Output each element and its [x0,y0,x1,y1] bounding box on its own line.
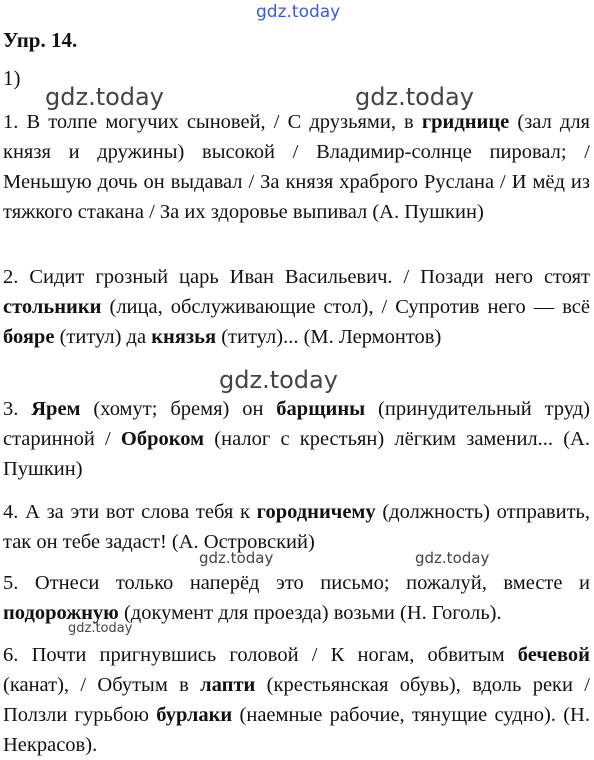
bold-term: городничему [256,501,376,523]
text-segment: 3. [3,398,32,420]
bold-term: Ярем [31,398,81,420]
text-segment: (должность) отправить, так он тебе задаст! (А. Островский) [3,501,590,553]
text-segment: (канат), / Обутым в [3,674,201,696]
watermark: gdz.today [355,83,474,111]
text-segment: (лица, обслуживающие стол), / Супротив него — всё [101,296,590,318]
paragraph-3 [3,394,590,484]
text-segment: (хомут; бремя) он [80,398,277,420]
bold-term: князья [151,326,217,348]
bold-term: стольники [3,296,102,318]
watermark: gdz.today [199,549,274,567]
watermark: gdz.today [45,83,164,111]
watermark-top: gdz.today [256,2,341,22]
text-segment: (крестьянская обувь), вдоль реки / Ползли гурьбою [3,674,591,726]
bold-term: Оброком [120,428,205,450]
text-segment: 4. А за эти вот слова тебя к [3,501,257,523]
watermark: gdz.today [415,549,490,567]
text-segment: 2. Сидит грозный царь Иван Васильевич. / Позади него стоят [3,266,590,288]
bold-term: подорожную [3,602,119,624]
text-segment: (зал для князя и дружины) высокой / Владимир-солнце пировал; / Меньшую дочь он выдавал / За князя храброго Руслана / И мёд из тяжкого стакана / За их здоровье выпивал (А. Пушкин) [3,111,590,223]
text-segment: 1. В толпе могучих сыновей, / С друзьями, в [3,111,422,133]
paragraph-4 [3,497,590,557]
paragraph-6 [3,640,590,760]
exercise-title: Упр. 14. [3,28,78,52]
text-segment: (принудительный труд) старинной / [3,398,590,450]
text-segment: 5. Отнеси только наперёд это письмо; пожалуй, вместе и [3,572,590,594]
bold-term: бурлаки [156,704,233,726]
bold-term: гриднице [421,111,510,133]
text-segment: (налог с крестьян) лёгким заменил... (А. Пушкин) [3,428,590,480]
bold-term: бечевой [517,644,590,666]
exercise-subtitle: 1) [3,66,21,90]
bold-term: лапти [200,674,256,696]
text-segment: 6. Почти пригнувшись головой / К ногам, обвитым [3,644,518,666]
bold-term: бояре [3,326,55,348]
text-segment: (титул)... (М. Лермонтов) [216,326,442,348]
text-segment: (документ для проезда) возьми (Н. Гоголь). [118,602,502,624]
paragraph-5 [3,568,590,628]
paragraph-2 [3,262,590,352]
paragraph-1 [3,107,590,227]
text-segment: (титул) да [54,326,152,348]
bold-term: барщины [276,398,366,420]
watermark: gdz.today [68,621,133,636]
watermark: gdz.today [219,366,338,394]
text-segment: (наемные рабочие, тянущие судно). (Н. Некрасов). [3,704,590,756]
